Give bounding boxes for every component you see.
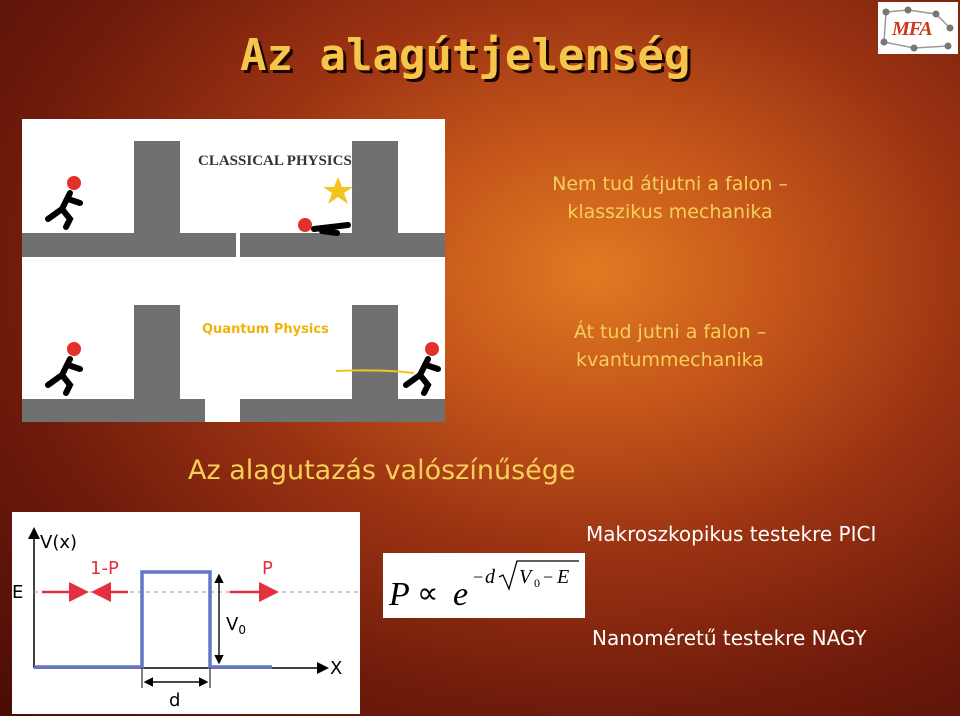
- classical-caption-line1: Nem tud átjutni a falon –: [552, 173, 788, 195]
- y-axis-label: V(x): [40, 532, 78, 553]
- classical-caption: [500, 170, 840, 226]
- nanoscale-note: Nanoméretű testekre NAGY: [592, 626, 867, 650]
- svg-text:−: −: [543, 567, 554, 587]
- x-axis-label: X: [330, 658, 343, 679]
- transmitted-label: P: [262, 558, 273, 579]
- quantum-caption-line2: kvantummechanika: [576, 349, 764, 371]
- svg-text:0: 0: [534, 576, 540, 590]
- logo-text: MFA: [892, 18, 932, 40]
- classical-physics-label: CLASSICAL PHYSICS: [198, 153, 352, 169]
- svg-text:d: d: [485, 566, 495, 588]
- barrier-width-label: d: [169, 690, 181, 711]
- quantum-caption-line1: Át tud jutni a falon –: [573, 321, 767, 343]
- svg-text:E: E: [557, 566, 570, 588]
- quantum-physics-label: Quantum Physics: [202, 322, 329, 337]
- physics-illustration: [22, 119, 445, 422]
- slide-title: Az alagútjelenség: [240, 30, 691, 81]
- classical-caption-line2: klasszikus mechanika: [567, 201, 773, 223]
- svg-text:P: P: [389, 576, 410, 613]
- energy-label: E: [12, 582, 24, 603]
- macroscopic-note: Makroszkopikus testekre PICI: [586, 522, 877, 546]
- svg-text:V: V: [519, 566, 532, 588]
- quantum-caption: [500, 318, 840, 374]
- mfa-logo: [878, 2, 958, 54]
- subtitle: Az alagutazás valószínűsége: [188, 455, 576, 486]
- potential-barrier-diagram: [12, 512, 360, 714]
- svg-text:∝: ∝: [417, 577, 439, 610]
- barrier-height-label: $V_0$: [226, 614, 246, 637]
- svg-text:e: e: [453, 576, 469, 613]
- reflected-label: 1-P: [90, 558, 119, 579]
- svg-text:−: −: [473, 567, 484, 587]
- runner-figure: [48, 176, 81, 227]
- tunneling-formula: [383, 553, 585, 618]
